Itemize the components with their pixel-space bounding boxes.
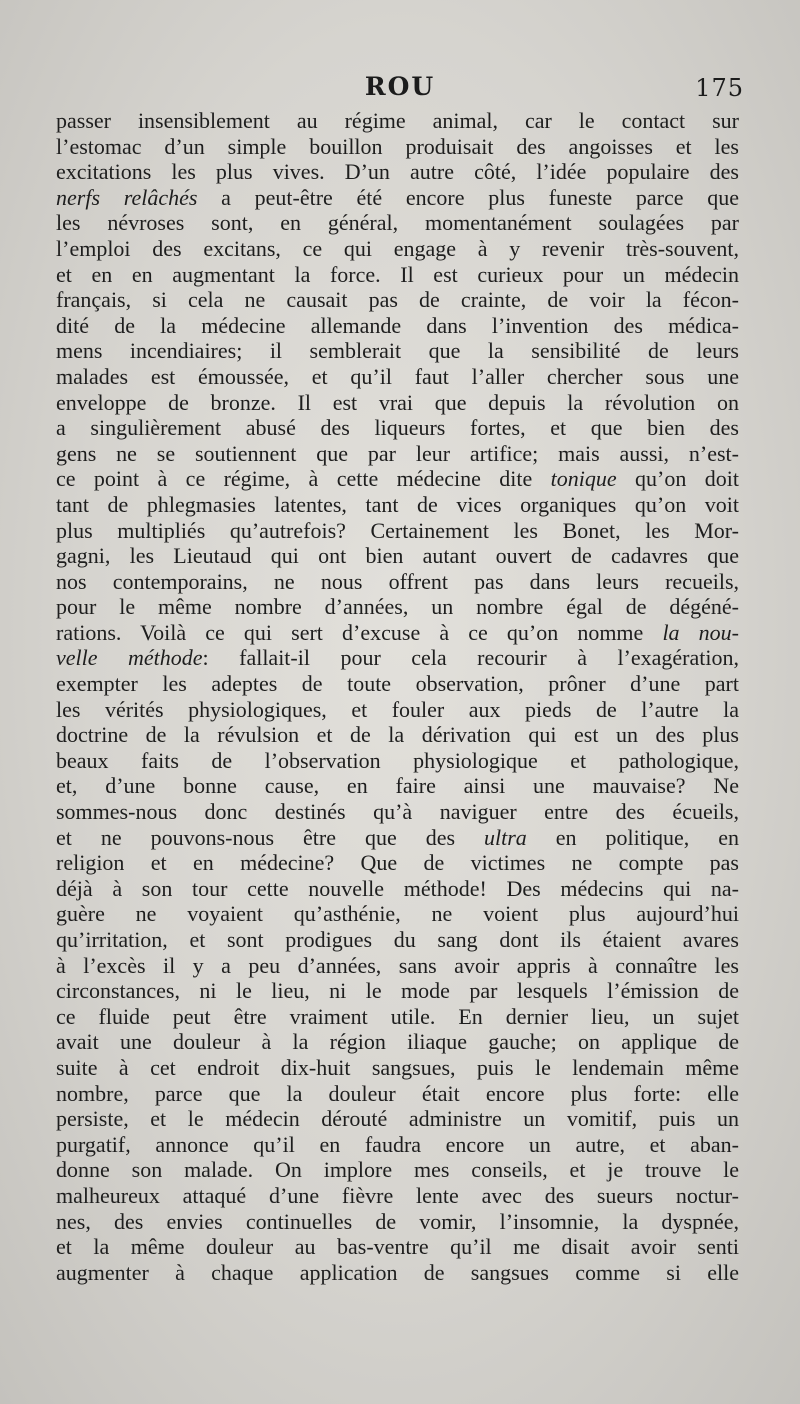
text-segment: passer insensiblement au régime animal, car le contact sur: [56, 108, 739, 133]
text-segment: qu’on doit: [616, 466, 739, 492]
text-line: [56, 1055, 739, 1081]
text-line: [56, 748, 739, 774]
italic-text: nerfs relâchés: [56, 184, 198, 210]
text-segment: : fallait-il pour cela recourir à l’exagération,: [202, 645, 739, 671]
text-line: [56, 799, 739, 825]
italic-text: tonique: [550, 466, 617, 492]
text-segment: en politique, en: [526, 824, 739, 850]
text-line: [56, 364, 739, 390]
text-segment: exempter les adeptes de toute observation, prôner d’une part: [56, 671, 739, 697]
text-line: [56, 722, 739, 748]
text-segment: nes, des envies continuelles de vomir, l’insomnie, la dyspnée,: [56, 1208, 739, 1234]
text-line: [56, 620, 739, 646]
text-segment: et, d’une bonne cause, en faire ainsi une mauvaise? Ne: [56, 773, 739, 799]
text-segment: rations. Voilà ce qui sert d’excuse à ce qu’on nomme: [56, 619, 663, 645]
text-segment: guère ne voyaient qu’asthénie, ne voient plus aujourd’hui: [56, 901, 739, 927]
text-line: [56, 1081, 739, 1107]
text-line: [56, 185, 739, 211]
text-line: [56, 876, 739, 902]
text-segment: déjà à son tour cette nouvelle méthode! Des médecins qui na-: [56, 875, 739, 901]
text-line: [56, 825, 739, 851]
text-line: [56, 338, 739, 364]
text-line: [56, 313, 739, 339]
text-segment: les vérités physiologiques, et fouler aux pieds de l’autre la: [56, 696, 739, 722]
text-segment: sommes-nous donc destinés qu’à naviguer entre des écueils,: [56, 799, 739, 825]
text-line: [56, 978, 739, 1004]
italic-text: la nou-: [662, 619, 739, 645]
page-header: [0, 72, 800, 108]
text-segment: suite à cet endroit dix-huit sangsues, puis le lendemain même: [56, 1054, 739, 1080]
text-segment: augmenter à chaque application de sangsues comme si elle: [56, 1259, 739, 1285]
text-line: [56, 850, 739, 876]
text-line: [56, 210, 739, 236]
text-segment: à l’excès il y a peu d’années, sans avoir appris à connaître les: [56, 952, 739, 978]
text-segment: doctrine de la révulsion et de la dérivation qui est un des plus: [56, 722, 739, 748]
text-line: [56, 953, 739, 979]
text-segment: gagni, les Lieutaud qui ont bien autant ouvert de cadavres que: [56, 543, 739, 569]
text-segment: malades est émoussée, et qu’il faut l’aller chercher sous une: [56, 363, 739, 389]
text-line: [56, 1004, 739, 1030]
text-line: [56, 1183, 739, 1209]
text-line: [56, 594, 739, 620]
text-segment: ce fluide peut être vraiment utile. En dernier lieu, un sujet: [56, 1003, 739, 1029]
text-line: [56, 1106, 739, 1132]
text-line: [56, 1132, 739, 1158]
text-segment: français, si cela ne causait pas de crainte, de voir la fécon-: [56, 287, 739, 313]
text-segment: dité de la médecine allemande dans l’invention des médica-: [56, 312, 739, 338]
text-segment: malheureux attaqué d’une fièvre lente avec des sueurs noctur-: [56, 1182, 739, 1208]
text-line: [56, 543, 739, 569]
text-segment: purgatif, annonce qu’il en faudra encore un autre, et aban-: [56, 1131, 739, 1157]
text-segment: enveloppe de bronze. Il est vrai que depuis la révolution on: [56, 389, 739, 415]
text-line: [56, 390, 739, 416]
text-segment: plus multipliés qu’autrefois? Certainement les Bonet, les Mor-: [56, 517, 739, 543]
text-line: [56, 773, 739, 799]
text-segment: religion et en médecine? Que de victimes ne compte pas: [56, 850, 739, 876]
text-segment: nombre, parce que la douleur était encore plus forte: elle: [56, 1080, 739, 1106]
text-segment: a peut-être été encore plus funeste parce que: [197, 184, 739, 210]
text-line: [56, 927, 739, 953]
text-line: [56, 287, 739, 313]
text-segment: et la même douleur au bas-ventre qu’il me disait avoir senti: [56, 1234, 739, 1260]
text-line: [56, 569, 739, 595]
text-line: [56, 108, 739, 134]
text-line: [56, 1260, 739, 1286]
page-number: 175: [695, 74, 744, 102]
text-line: [56, 441, 739, 467]
text-line: [56, 415, 739, 441]
text-line: [56, 159, 739, 185]
text-line: [56, 492, 739, 518]
text-segment: et en en augmentant la force. Il est curieux pour un médecin: [56, 261, 739, 287]
text-segment: l’estomac d’un simple bouillon produisait des angoisses et les: [56, 133, 739, 159]
text-line: [56, 697, 739, 723]
text-line: [56, 901, 739, 927]
text-line: [56, 466, 739, 492]
text-line: [56, 262, 739, 288]
text-segment: et ne pouvons-nous être que des: [56, 824, 485, 850]
text-segment: circonstances, ni le lieu, ni le mode par lesquels l’émission de: [56, 978, 739, 1004]
italic-text: velle méthode: [56, 645, 203, 671]
text-segment: avait une douleur à la région iliaque gauche; on applique de: [56, 1029, 739, 1055]
text-line: [56, 1157, 739, 1183]
text-segment: l’emploi des excitans, ce qui engage à y revenir très-souvent,: [56, 235, 739, 261]
text-segment: donne son malade. On implore mes conseils, et je trouve le: [56, 1157, 739, 1183]
text-line: [56, 645, 739, 671]
text-line: [56, 1209, 739, 1235]
text-segment: beaux faits de l’observation physiologique et pathologique,: [56, 747, 739, 773]
text-segment: persiste, et le médecin dérouté administre un vomitif, puis un: [56, 1106, 739, 1132]
text-line: [56, 134, 739, 160]
text-segment: a singulièrement abusé des liqueurs fortes, et que bien des: [56, 415, 739, 441]
text-line: [56, 671, 739, 697]
text-segment: ce point à ce régime, à cette médecine dite: [56, 466, 551, 492]
text-line: [56, 1234, 739, 1260]
text-segment: gens ne se soutiennent que par leur artifice; mais aussi, n’est-: [56, 440, 739, 466]
text-segment: qu’irritation, et sont prodigues du sang dont ils étaient avares: [56, 927, 739, 952]
body-text: [56, 108, 739, 1285]
text-segment: excitations les plus vives. D’un autre côté, l’idée populaire des: [56, 159, 739, 185]
text-segment: pour le même nombre d’années, un nombre égal de dégéné-: [56, 594, 739, 620]
text-line: [56, 518, 739, 544]
text-line: [56, 1029, 739, 1055]
text-segment: tant de phlegmasies latentes, tant de vices organiques qu’on voit: [56, 491, 739, 517]
text-line: [56, 236, 739, 262]
running-head: ROU: [364, 72, 436, 101]
text-segment: nos contemporains, ne nous offrent pas dans leurs recueils,: [56, 568, 739, 594]
italic-text: ultra: [484, 824, 527, 850]
text-segment: mens incendiaires; il semblerait que la sensibilité de leurs: [56, 338, 739, 364]
text-segment: les névroses sont, en général, momentanément soulagées par: [56, 210, 739, 236]
